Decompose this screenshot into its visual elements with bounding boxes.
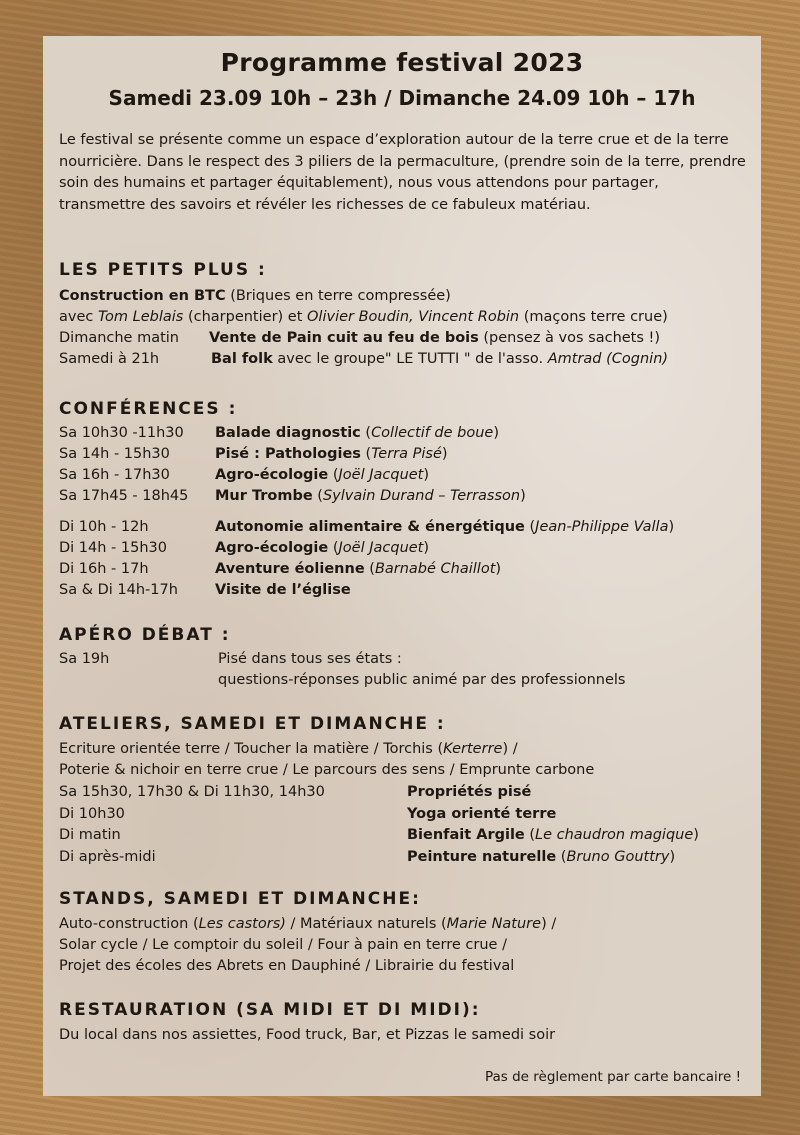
atelier-time: Di 10h30 [59, 805, 125, 822]
heading-apero: APÉRO DÉBAT : [59, 625, 231, 645]
petits-plus-bal: Bal folk avec le groupe" LE TUTTI " de l'asso. Amtrad (Cognin) [211, 351, 669, 367]
conference-time: Sa & Di 14h-17h [59, 582, 178, 598]
ateliers-line-1: Ecriture orientée terre / Toucher la matière / Torchis (Kerterre) / [59, 741, 518, 757]
festival-dates: Samedi 23.09 10h – 23h / Dimanche 24.09 10h – 17h [108, 86, 696, 110]
conference-time: Sa 16h - 17h30 [59, 467, 170, 483]
atelier-entry: Peinture naturelle (Bruno Gouttry) [407, 848, 676, 865]
conference-entry: Pisé : Pathologies (Terra Pisé) [215, 446, 448, 462]
conference-entry: Agro-écologie (Joël Jacquet) [215, 540, 430, 556]
heading-petits-plus: LES PETITS PLUS : [59, 260, 267, 280]
conference-time: Sa 17h45 - 18h45 [59, 488, 189, 504]
petits-plus-dimanche: Dimanche matin [59, 330, 180, 346]
conference-time: Di 16h - 17h [59, 561, 149, 577]
apero-time: Sa 19h [59, 651, 110, 667]
atelier-entry: Bienfait Argile (Le chaudron magique) [407, 827, 699, 843]
heading-conferences: CONFÉRENCES : [59, 399, 238, 419]
atelier-time: Di après-midi [59, 848, 156, 865]
petits-plus-pain: Vente de Pain cuit au feu de bois (pensez à vos sachets !) [209, 330, 660, 346]
petits-plus-samedi: Samedi à 21h [59, 351, 160, 367]
atelier-entry: Propriétés pisé [407, 784, 532, 800]
stands-line-3: Projet des écoles des Abrets en Dauphiné / Librairie du festival [59, 958, 515, 974]
conference-time: Sa 10h30 -11h30 [59, 425, 184, 441]
atelier-time: Sa 15h30, 17h30 & Di 11h30, 14h30 [59, 784, 325, 800]
conference-time: Di 10h - 12h [59, 519, 149, 535]
intro-paragraph: Le festival se présente comme un espace d’exploration autour de la terre crue et de la terre nourricière. Dans le respect des 3 piliers de la permaculture, (prendre soin de la terre, prendre soin des humains et partager équitablement), nous vous attendons pour partager, transmettre des savoirs et révéler les richesses de ce fabuleux matériau. [59, 132, 746, 213]
atelier-time: Di matin [59, 827, 121, 843]
atelier-entry: Yoga orienté terre [407, 805, 557, 822]
ateliers-line-2: Poterie & nichoir en terre crue / Le parcours des sens / Emprunte carbone [59, 762, 595, 778]
apero-desc: questions-réponses public animé par des professionnels [218, 672, 626, 688]
heading-ateliers: ATELIERS, SAMEDI ET DIMANCHE : [59, 714, 446, 734]
program-sheet [43, 36, 761, 1096]
conference-entry: Aventure éolienne (Barnabé Chaillot) [215, 561, 502, 577]
conference-time: Di 14h - 15h30 [59, 540, 167, 556]
stands-line-1: Auto-construction (Les castors) / Matériaux naturels (Marie Nature) / [59, 916, 557, 932]
heading-stands: STANDS, SAMEDI ET DIMANCHE: [59, 889, 421, 909]
conference-entry: Balade diagnostic (Collectif de boue) [215, 425, 500, 441]
restauration-line: Du local dans nos assiettes, Food truck, Bar, et Pizzas le samedi soir [59, 1027, 556, 1043]
conference-entry: Autonomie alimentaire & énergétique (Jean-Philippe Valla) [215, 519, 675, 535]
payment-note: Pas de règlement par carte bancaire ! [484, 1069, 741, 1085]
page-title: Programme festival 2023 [220, 48, 584, 77]
petits-plus-avec: avec Tom Leblais (charpentier) et Olivier Boudin, Vincent Robin (maçons terre crue) [59, 309, 668, 325]
heading-restauration: RESTAURATION (SA MIDI ET DI MIDI): [59, 1000, 481, 1020]
stands-line-2: Solar cycle / Le comptoir du soleil / Four à pain en terre crue / [59, 937, 507, 953]
apero-title: Pisé dans tous ses états : [218, 651, 402, 667]
conference-time: Sa 14h - 15h30 [59, 446, 170, 462]
petits-plus-btc: Construction en BTC (Briques en terre compressée) [59, 288, 451, 304]
conference-entry: Agro-écologie (Joël Jacquet) [215, 467, 430, 483]
conference-entry: Visite de l’église [215, 582, 351, 598]
conference-entry: Mur Trombe (Sylvain Durand – Terrasson) [215, 488, 526, 504]
